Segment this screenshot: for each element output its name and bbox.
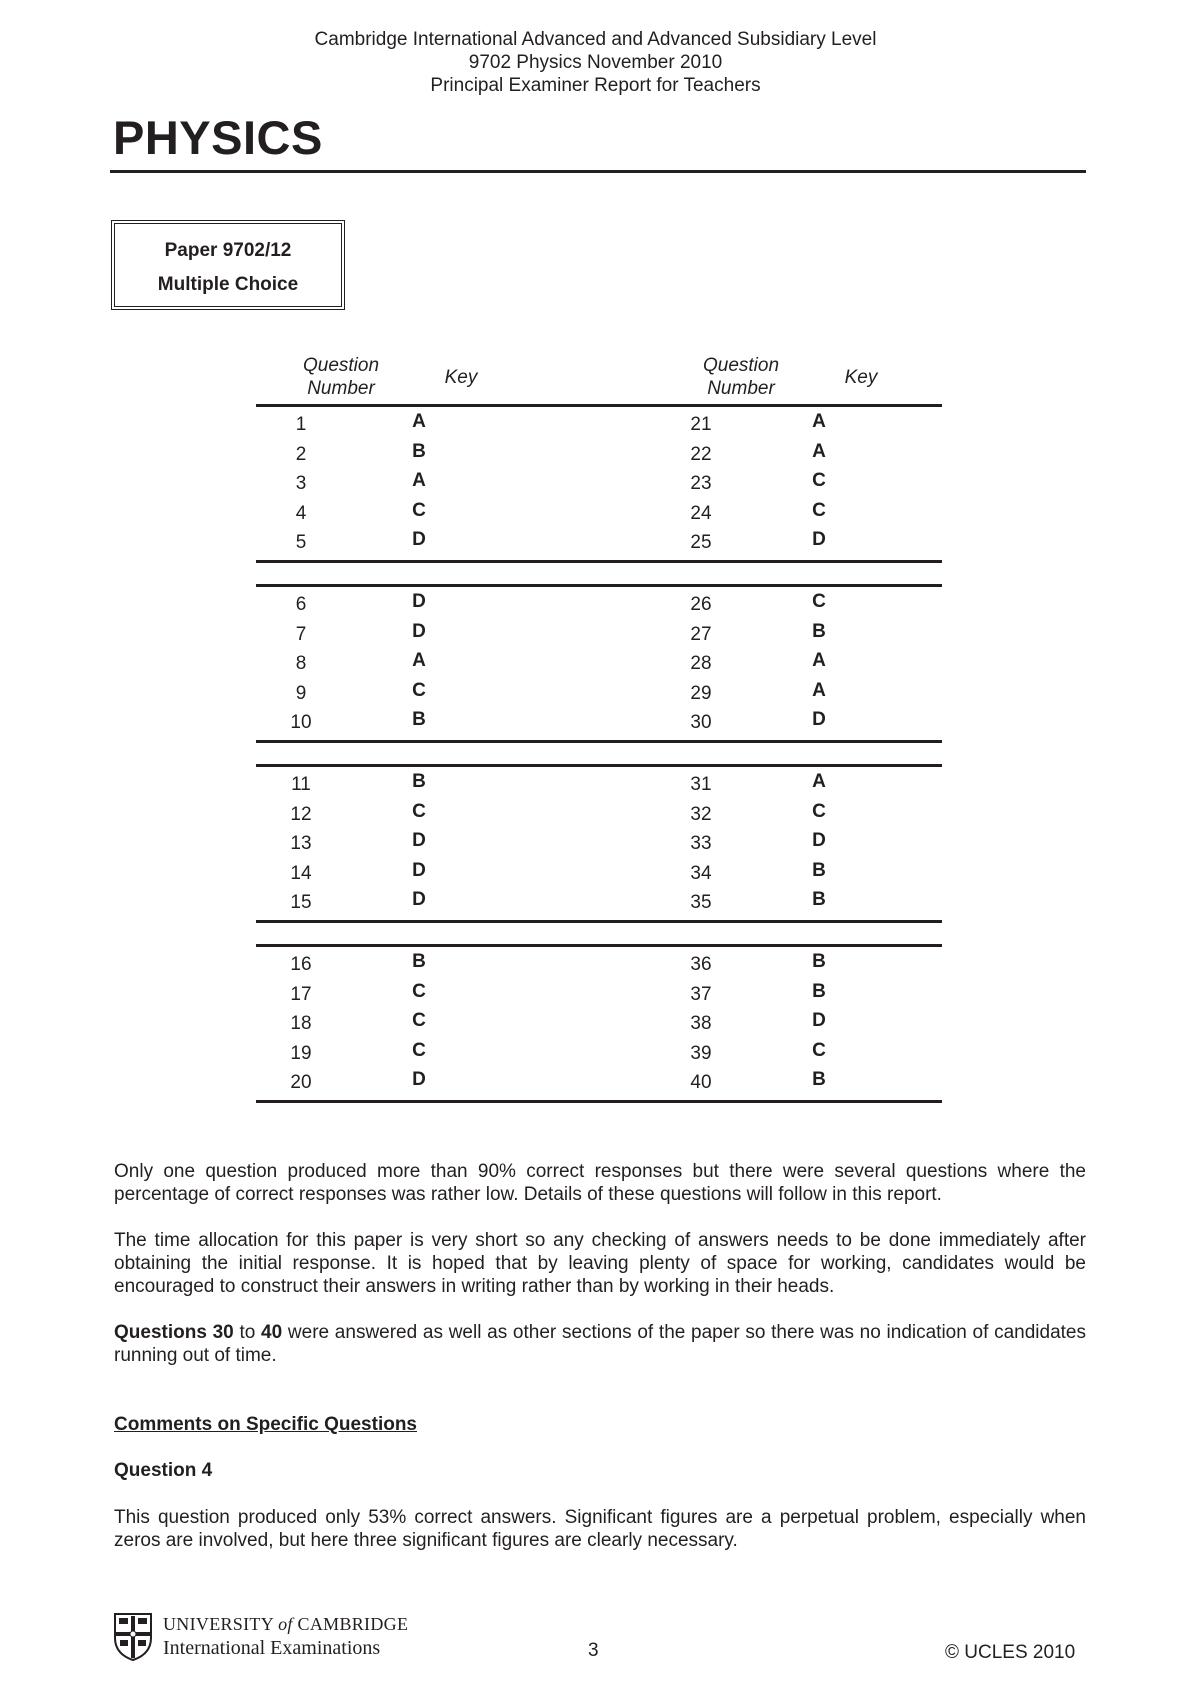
paper-box (111, 220, 345, 310)
table-rule-top-4 (256, 944, 942, 947)
question-number: 20 (290, 1072, 312, 1093)
question-number: 5 (295, 532, 307, 553)
answer-key: D (412, 620, 426, 642)
answer-key: C (412, 800, 426, 822)
answer-key: B (812, 620, 826, 642)
question-number: 3 (295, 473, 307, 494)
table-rule-bottom-1 (256, 560, 942, 563)
answer-key: C (412, 1039, 426, 1061)
university-crest-icon (113, 1612, 153, 1662)
answer-key: D (412, 859, 426, 881)
text-to: to (233, 1322, 262, 1343)
question-4-heading: Question 4 (114, 1460, 213, 1481)
question-number: 31 (690, 774, 712, 795)
answer-key: D (412, 1069, 426, 1090)
question-number: 30 (690, 712, 712, 733)
answer-key: D (412, 830, 426, 851)
answer-key: B (812, 980, 826, 1002)
paragraph-question-4: This question produced only 53% correct answers. Significant figures are a perpetual problem, especially when zeros are involved, but here three significant figures are clearly necessary. (114, 1507, 1086, 1551)
answer-key: C (412, 499, 426, 521)
answer-key: A (812, 440, 826, 462)
answer-key: D (812, 830, 826, 851)
answer-key: A (812, 679, 826, 701)
paragraph-overview: Only one question produced more than 90% correct responses but there were several questions where the percentage of correct responses was rather low. Details of these questions will follow in this report. (114, 1161, 1086, 1205)
question-number: 1 (295, 414, 307, 435)
question-number: 16 (290, 954, 312, 975)
question-number: 22 (690, 443, 712, 465)
column-header-key-right: Key (844, 367, 878, 388)
table-rule-top-2 (256, 584, 942, 587)
subject-title: PHYSICS (113, 111, 323, 164)
answer-key: D (412, 529, 426, 550)
table-rule-top-1 (256, 404, 942, 407)
question-number: 18 (290, 1013, 312, 1034)
answer-key: B (812, 859, 826, 881)
question-number: 28 (690, 653, 712, 674)
question-number: 40 (690, 1072, 712, 1093)
answer-key: C (812, 470, 826, 491)
paper-code: Paper 9702/12 (164, 240, 292, 261)
bold-questions-30: Questions 30 (114, 1322, 234, 1343)
table-rule-bottom-2 (256, 740, 942, 743)
question-number: 38 (690, 1013, 712, 1034)
question-number: 27 (690, 623, 712, 645)
copyright: © UCLES 2010 (945, 1642, 1076, 1663)
answer-key: D (812, 709, 826, 730)
answer-key: A (812, 771, 826, 792)
international-examinations: International Examinations (163, 1637, 381, 1659)
report-header (0, 28, 1191, 97)
page-number: 3 (588, 1640, 599, 1661)
comments-heading: Comments on Specific Questions (114, 1414, 417, 1435)
question-number: 24 (690, 502, 712, 524)
question-number: 25 (690, 532, 712, 553)
question-number: 12 (290, 803, 312, 825)
answer-key: C (812, 591, 826, 612)
question-number: 35 (690, 892, 712, 913)
answer-key: B (412, 709, 426, 730)
answer-key: B (812, 889, 826, 910)
header-line-1: Cambridge International Advanced and Advanced Subsidiary Level (314, 29, 877, 50)
question-number: 39 (690, 1042, 712, 1064)
answer-key: D (812, 1010, 826, 1031)
text-rest: were answered as well as other sections of the paper so there was no indication of candidates running out of time. (114, 1322, 1086, 1366)
question-number: 13 (290, 833, 312, 854)
header-line-2: 9702 Physics November 2010 (468, 52, 723, 73)
question-number: 26 (690, 594, 712, 615)
cambridge-logo (113, 1612, 423, 1664)
answer-key: C (412, 1010, 426, 1031)
column-header-question-right: Question Number (702, 355, 780, 399)
question-number: 8 (295, 653, 307, 674)
table-rule-top-3 (256, 764, 942, 767)
question-number: 7 (295, 623, 307, 645)
answer-key: A (412, 470, 426, 491)
paragraph-questions-30-40 (114, 1321, 1086, 1367)
question-number: 2 (295, 443, 307, 465)
answer-key: C (812, 1039, 826, 1061)
answer-key: C (812, 499, 826, 521)
answer-key: B (412, 440, 426, 462)
question-number: 14 (290, 862, 312, 884)
answer-key: D (412, 889, 426, 910)
paragraph-time-allocation: The time allocation for this paper is very short so any checking of answers needs to be done immediately after obtaining the initial response. It is hoped that by leaving plenty of space for working, candidates would be encouraged to construct their answers in writing rather than by working in their heads. (114, 1230, 1086, 1297)
table-rule-bottom-4 (256, 1100, 942, 1103)
question-number: 10 (290, 712, 312, 733)
answer-key: B (412, 951, 426, 972)
answer-key: A (412, 411, 426, 432)
answer-key: A (412, 650, 426, 671)
question-number: 15 (290, 892, 312, 913)
answer-key: B (812, 951, 826, 972)
title-rule (110, 170, 1086, 173)
answer-key: C (412, 679, 426, 701)
question-number: 36 (690, 954, 712, 975)
answer-key: D (812, 529, 826, 550)
table-rule-bottom-3 (256, 920, 942, 923)
question-number: 37 (690, 983, 712, 1005)
question-number: 11 (291, 774, 311, 795)
question-number: 6 (295, 594, 307, 615)
question-number: 33 (690, 833, 712, 854)
column-header-key-left: Key (444, 367, 478, 388)
paper-type: Multiple Choice (157, 274, 299, 295)
question-number: 21 (690, 414, 712, 435)
question-number: 17 (290, 983, 312, 1005)
university-name: UNIVERSITY of CAMBRIDGE (163, 1614, 409, 1634)
header-line-3: Principal Examiner Report for Teachers (430, 75, 761, 96)
question-number: 34 (690, 862, 712, 884)
question-number: 32 (690, 803, 712, 825)
answer-key: B (812, 1069, 826, 1090)
column-header-question-left: Question Number (302, 355, 380, 399)
question-number: 19 (290, 1042, 312, 1064)
answer-key: D (412, 591, 426, 612)
answer-key: B (412, 771, 426, 792)
question-number: 23 (690, 473, 712, 494)
question-number: 4 (295, 502, 307, 524)
question-number: 9 (295, 682, 307, 704)
answer-key: A (812, 650, 826, 671)
answer-key: A (812, 411, 826, 432)
answer-key: C (812, 800, 826, 822)
answer-key: C (412, 980, 426, 1002)
bold-40: 40 (261, 1322, 283, 1343)
question-number: 29 (690, 682, 712, 704)
